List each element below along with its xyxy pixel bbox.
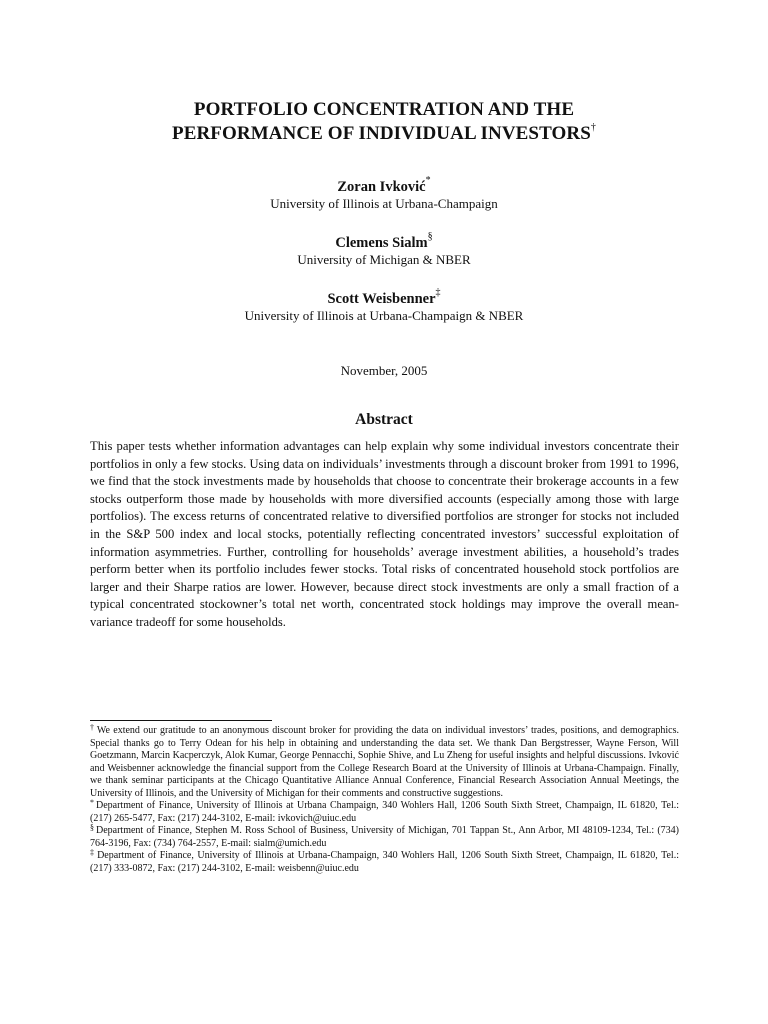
footnotes <box>90 725 679 875</box>
footnote-mark: † <box>90 723 95 732</box>
title-footnote-mark: † <box>590 121 597 133</box>
paper-title <box>90 98 678 146</box>
footnote-mark: § <box>90 823 94 832</box>
footnote <box>90 850 679 875</box>
title-line-1: PORTFOLIO CONCENTRATION AND THE <box>193 99 575 120</box>
footnote-divider <box>90 720 272 721</box>
author-footnote-mark: § <box>427 231 433 243</box>
title-line-2 <box>90 122 678 146</box>
author-name-text: Zoran Ivković <box>337 179 426 195</box>
author-footnote-mark: ‡ <box>435 287 441 299</box>
author-name <box>90 287 678 308</box>
footnote-text: Department of Finance, Stephen M. Ross School of Business, University of Michigan, 701 Tappan St., Ann Arbor, MI 48109-1234, Tel.: (734) 764-3196, Fax: (734) 764-2557, E-mail: sialm@umich.edu <box>90 825 679 849</box>
footnote-text: We extend our gratitude to an anonymous discount broker for providing the data on individual investors’ trades, positions, and demographics. Special thanks go to Terry Odean for his help in obtaining and understanding the data set. We thank Dan Bergstresser, Wayne Ferson, Will Goetzmann, Marcin Kacperczyk, Alok Kumar, George Pennacchi, Sophie Shive, and Lu Zheng for useful insights and helpful discussions. Ivković and Weisbenner acknowledge the financial support from the College Research Board at the University of Illinois at Urbana-Champaign. Finally, we thank seminar participants at the Chicago Quantitative Alliance Annual Conference, Financial Research Association Annual Meetings, the University of Illinois, and the University of Michigan for their comments and constructive suggestions. <box>90 725 680 799</box>
author-block-2 <box>90 231 678 268</box>
author-name-text: Clemens Sialm <box>335 235 428 251</box>
footnote <box>90 800 679 825</box>
author-block-1 <box>90 175 678 212</box>
author-block-3 <box>90 287 678 324</box>
abstract-text: This paper tests whether information advantages can help explain why some individual investors concentrate their portfolios in only a few stocks. Using data on individuals’ investments through a discount broker from 1991 to 1996, we find that the stock investments made by households that choose to concentrate their brokerage accounts in a few stocks outperform those made by households with more diversified accounts (especially among those with large portfolios). The excess returns of concentrated relative to diversified portfolios are stronger for stocks not included in the S&P 500 index and local stocks, potentially reflecting concentrated investors’ successful exploitation of information asymmetries. Further, controlling for households’ average investment abilities, a household’s trades perform better when its portfolio includes fewer stocks. Total risks of concentrated household stock portfolios are larger and their Sharpe ratios are lower. However, because direct stock investments are only a small fraction of a typical concentrated stockowner’s total net worth, concentrated stock holdings may improve the overall mean-variance tradeoff for some households. <box>90 439 679 629</box>
publication-date: November, 2005 <box>340 363 428 378</box>
footnote-mark: ‡ <box>90 848 96 857</box>
abstract-heading: Abstract <box>355 411 413 428</box>
title-line-2-text: PERFORMANCE OF INDIVIDUAL INVESTORS <box>171 123 591 144</box>
footnote-mark: * <box>90 798 94 807</box>
author-name <box>90 231 678 252</box>
author-name <box>90 175 678 196</box>
footnote-text: Department of Finance, University of Illinois at Urbana Champaign, 340 Wohlers Hall, 1206 South Sixth Street, Champaign, IL 61820, Tel.: (217) 265-5477, Fax: (217) 244-3102, E-mail: ivkovich@uiuc.edu <box>90 800 679 824</box>
footnote <box>90 725 679 800</box>
author-name-text: Scott Weisbenner <box>327 291 436 307</box>
author-affiliation: University of Michigan & NBER <box>297 252 471 267</box>
author-affiliation: University of Illinois at Urbana-Champaign <box>270 196 498 211</box>
author-footnote-mark: * <box>425 175 431 187</box>
footnote <box>90 825 679 850</box>
author-affiliation: University of Illinois at Urbana-Champaign & NBER <box>244 308 524 323</box>
footnote-text: Department of Finance, University of Illinois at Urbana-Champaign, 340 Wohlers Hall, 1206 South Sixth Street, Champaign, IL 61820, Tel.: (217) 333-0872, Fax: (217) 244-3102, E-mail: weisbenn@uiuc.edu <box>90 850 679 874</box>
